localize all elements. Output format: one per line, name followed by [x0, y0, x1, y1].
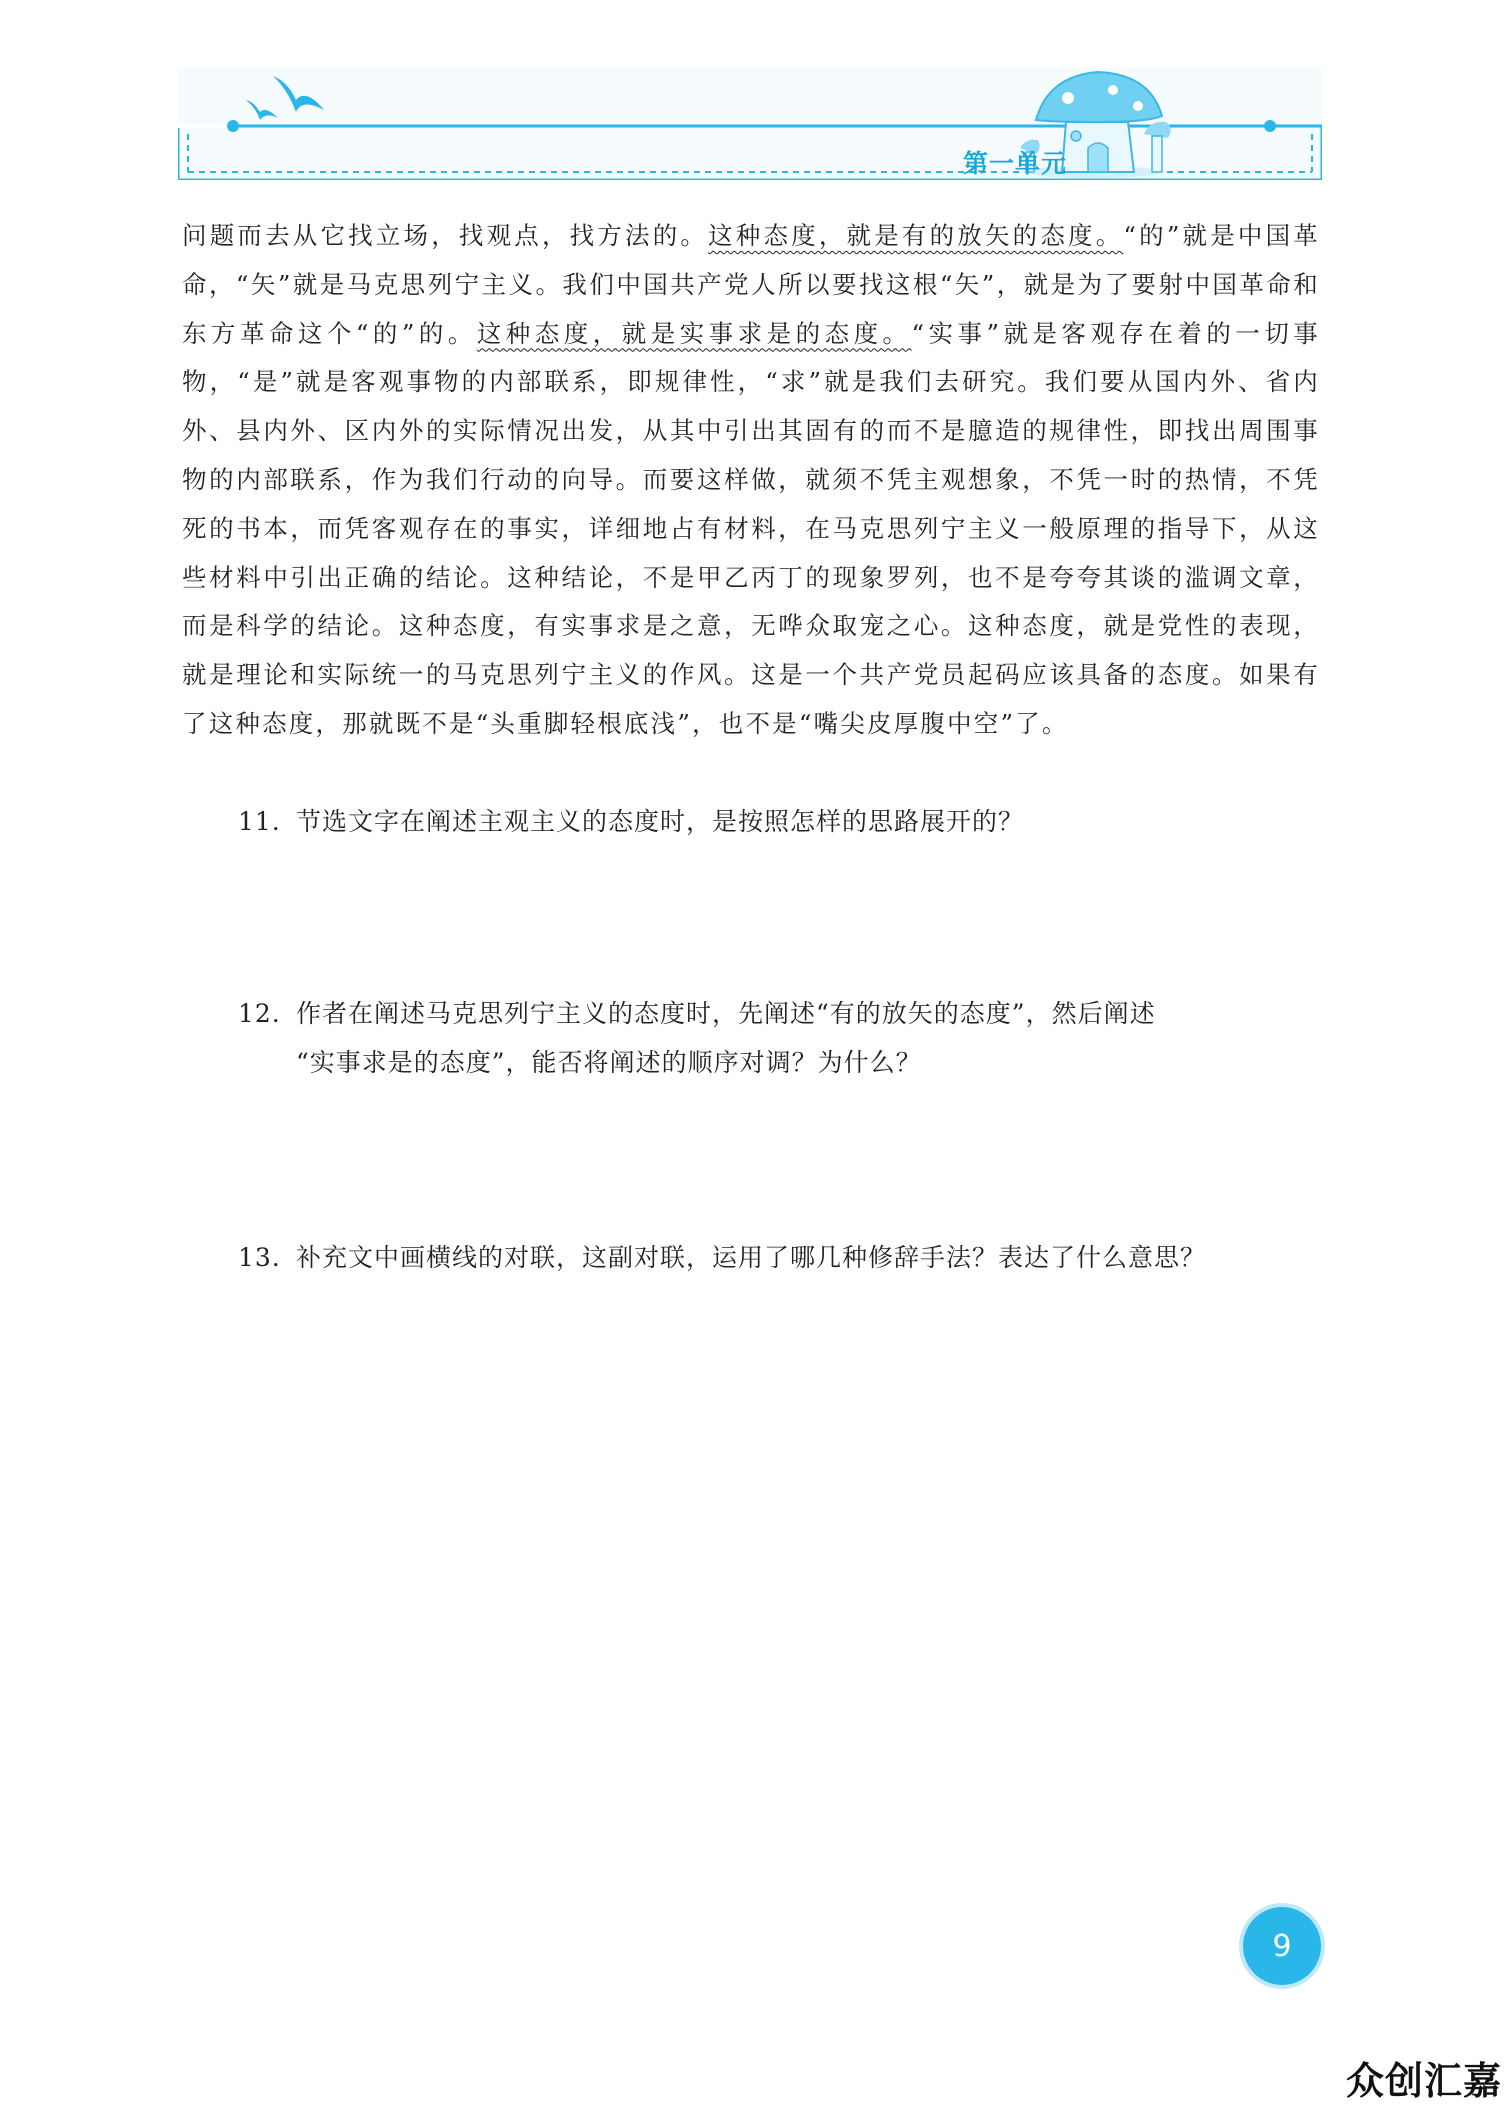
question-11	[238, 797, 1320, 846]
question-12	[238, 989, 1320, 1087]
question-text: 作者在阐述马克思列宁主义的态度时，先阐述“有的放矢的态度”，然后阐述	[296, 999, 1156, 1028]
question-number: 12.	[238, 999, 281, 1028]
question-number: 11.	[238, 807, 281, 836]
unit-label: 第一单元	[963, 149, 1068, 178]
wavy-underlined-sentence: 这种态度，就是有的放矢的态度。	[708, 221, 1124, 250]
passage-text	[182, 212, 1320, 749]
wavy-underlined-sentence: 这种态度，就是实事求是的态度。	[476, 318, 912, 348]
passage-segment: “实事”就是客观存在着的一切事物，“是”就是客观事物的内部联系，即规律性，“求”就是我们去研究。我们要从国内外、省内外、县内外、区内外的实际情况出发，从其中引出其固有的而不是臆造的规律性，即找出周围事物的内部联系，作为我们行动的向导。而要这样做，就须不凭主观想象，不凭一时的热情，不凭死的书本，而凭客观存在的事实，详细地占有材料，在马克思列宁主义一般原理的指导下，从这些材料中引出正确的结论。这种结论，不是甲乙丙丁的现象罗列，也不是夸夸其谈的滥调文章，而是科学的结论。这种态度，有实事求是之意，无哗众取宠之心。这种态度，就是党性的表现，就是理论和实际统一的马克思列宁主义的作风。这是一个共产党员起码应该具备的态度。如果有了这种态度，那就既不是“头重脚轻根底浅”，也不是“嘴尖皮厚腹中空”了。	[182, 318, 1320, 738]
question-text: 节选文字在阐述主观主义的态度时，是按照怎样的思路展开的？	[296, 807, 1025, 836]
unit-header-banner	[178, 68, 1322, 180]
watermark-logo: 众创汇嘉	[1346, 2059, 1503, 2103]
passage-segment: 问题而去从它找立场，找观点，找方法的。	[182, 221, 709, 250]
question-number: 13.	[238, 1243, 281, 1272]
question-13	[238, 1233, 1320, 1282]
page-number-badge: 9	[1243, 1907, 1321, 1985]
question-text: 补充文中画横线的对联，这副对联，运用了哪几种修辞手法？表达了什么意思？	[296, 1243, 1207, 1272]
header-decoration	[178, 68, 1322, 180]
question-text-continued: “实事求是的态度”，能否将阐述的顺序对调？为什么？	[296, 1048, 922, 1077]
passage-segment: “的”就是中国革命，“矢”就是马克思列宁主义。我们中国共产党人所以要找这根“矢”，就是为了要射中国革命和东方革命这个“的”的。	[182, 221, 1320, 348]
